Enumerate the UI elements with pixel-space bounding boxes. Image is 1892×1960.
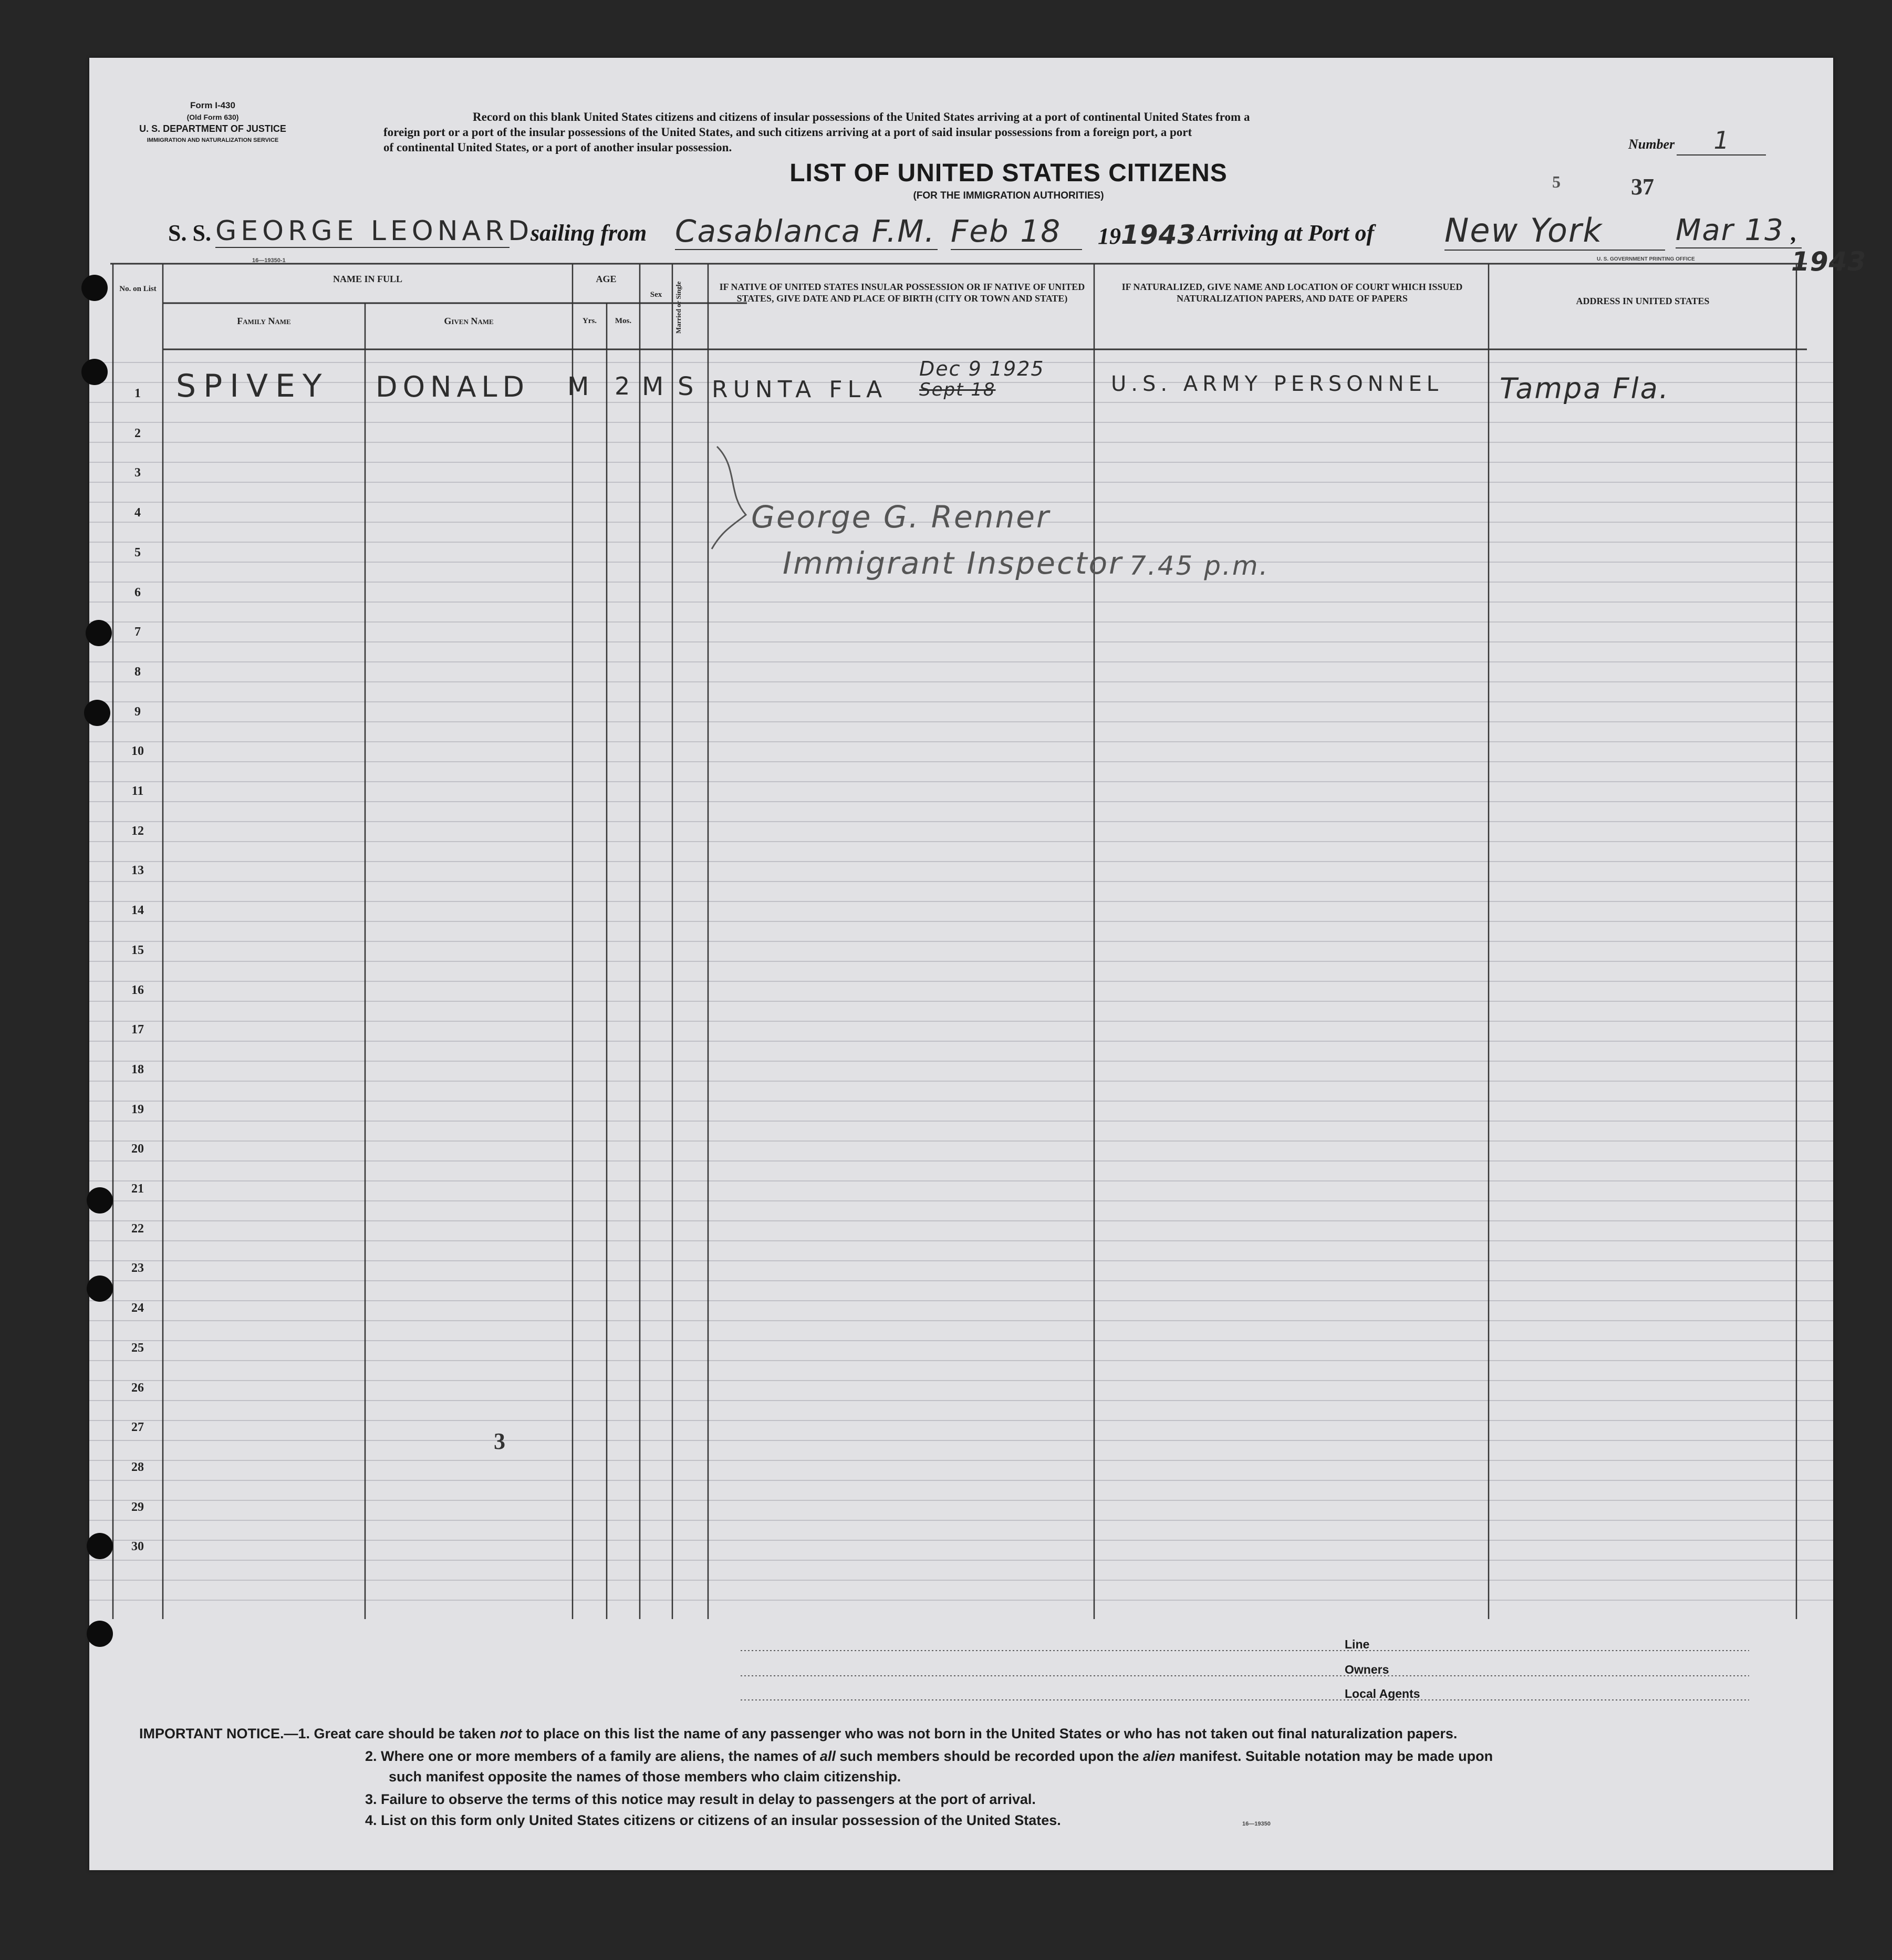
punch-hole xyxy=(87,1187,113,1214)
header-address: ADDRESS IN UNITED STATES xyxy=(1576,296,1710,306)
row-number: 3 xyxy=(134,466,141,480)
row-number: 24 xyxy=(131,1301,144,1315)
row-number: 17 xyxy=(131,1023,144,1037)
row-number: 30 xyxy=(131,1540,144,1554)
notice-3-text: Failure to observe the terms of this notice may result in delay to passengers at the port of arrival. xyxy=(381,1791,1036,1807)
ss-label: S. S. xyxy=(168,220,211,246)
form-identifier xyxy=(126,100,299,146)
entry-marital-status: S xyxy=(678,372,696,401)
old-form-number: (Old Form 630) xyxy=(186,113,239,121)
row-number: 10 xyxy=(131,744,144,759)
arrive-year: , 1943 xyxy=(1791,220,1867,277)
number-value: 1 xyxy=(1677,126,1766,155)
notice-2-emphasis-alien: alien xyxy=(1142,1748,1176,1764)
local-agents-label: Local Agents xyxy=(1345,1687,1420,1700)
number-label: Number xyxy=(1628,137,1675,152)
sailing-label: sailing from xyxy=(531,220,647,246)
row-number: 20 xyxy=(131,1142,144,1156)
row-number: 11 xyxy=(131,784,144,798)
header-birth: IF NATIVE OF UNITED STATES INSULAR POSSESSION OR IF NATIVE OF UNITED STATES, GIVE DATE AND PLACE OF BIRTH (CITY OR TOWN AND STATE) xyxy=(719,282,1085,304)
row-number: 21 xyxy=(131,1182,144,1196)
row-number: 6 xyxy=(134,585,141,599)
department-name: U. S. DEPARTMENT OF JUSTICE xyxy=(139,123,286,134)
port-from: Casablanca F.M. xyxy=(675,213,938,250)
entry-age-mos: 2 xyxy=(615,372,632,400)
notice-1a: Great care should be taken xyxy=(314,1726,500,1741)
header-sex: Sex xyxy=(650,291,662,299)
header-name-in-full: NAME IN FULL xyxy=(332,274,402,284)
row-number: 26 xyxy=(131,1381,144,1395)
page-subtitle: (FOR THE IMMIGRATION AUTHORITIES) xyxy=(913,190,1104,201)
entry-age-yrs: M xyxy=(567,372,591,401)
depart-date: Feb 18 xyxy=(951,213,1082,250)
annotation-bracket xyxy=(706,436,770,557)
row-number: 29 xyxy=(131,1500,144,1514)
intro-line-3: of continental United States, or a port of another insular possession. xyxy=(383,141,732,154)
row-number: 5 xyxy=(134,545,141,559)
punch-hole xyxy=(87,1533,113,1559)
stray-mark: 3 xyxy=(494,1428,505,1454)
intro-text xyxy=(383,109,1655,155)
printing-office: U. S. GOVERNMENT PRINTING OFFICE xyxy=(1597,256,1695,262)
punch-hole xyxy=(81,275,108,301)
notice-1b: to place on this list the name of any passenger who was not born in the United States or who has not taken out final naturalization papers. xyxy=(522,1726,1458,1741)
notice-1-emphasis: not xyxy=(500,1726,522,1741)
row-number: 22 xyxy=(131,1221,144,1236)
stamp-mark: 5 xyxy=(1552,172,1561,191)
entry-given-name: DONALD xyxy=(376,370,530,403)
punch-hole xyxy=(86,620,112,646)
service-name: IMMIGRATION AND NATURALIZATION SERVICE xyxy=(147,137,279,143)
notice-2-emphasis-all: all xyxy=(819,1748,836,1764)
notice-2-cont: such manifest opposite the names of those members who claim citizenship. xyxy=(389,1769,901,1785)
arrive-year-handwritten: 1943 xyxy=(1791,246,1867,277)
form-rules xyxy=(89,58,1833,1870)
notice-4 xyxy=(365,1812,1061,1829)
row-number: 27 xyxy=(131,1420,144,1435)
line-label: Line xyxy=(1345,1637,1370,1651)
row-number: 7 xyxy=(134,625,141,639)
number-field xyxy=(1628,126,1766,155)
punch-hole xyxy=(81,359,108,385)
notice-title: IMPORTANT NOTICE.—1. xyxy=(139,1726,310,1741)
notice-4-text: List on this form only United States citizens or citizens of an insular possession of the United States. xyxy=(381,1812,1061,1828)
notice-3 xyxy=(365,1791,1036,1808)
print-code-bottom: 16—19350 xyxy=(1242,1821,1271,1827)
inspector-title: Immigrant Inspector xyxy=(783,545,1123,581)
row-number: 14 xyxy=(131,904,144,918)
punch-hole xyxy=(87,1275,113,1302)
arriving-label: Arriving at Port of xyxy=(1198,220,1375,246)
depart-year xyxy=(1098,220,1196,250)
inspector-signature: George G. Renner xyxy=(751,499,1051,535)
entry-naturalization: U.S. ARMY PERSONNEL xyxy=(1111,372,1443,396)
entry-birth-date: Dec 9 1925 xyxy=(919,357,1045,380)
row-number: 9 xyxy=(134,704,141,719)
inspector-time: 7.45 p.m. xyxy=(1129,551,1270,581)
intro-line-2: foreign port or a port of the insular possessions of the United States, and such citizens arriving at a port of said insular possessions from a foreign port, a port xyxy=(383,126,1192,139)
row-number: 15 xyxy=(131,943,144,957)
row-number: 13 xyxy=(131,864,144,878)
notice-2b: such members should be recorded upon the xyxy=(835,1748,1143,1764)
depart-year-prefix: 19 xyxy=(1098,223,1121,249)
row-number: 23 xyxy=(131,1261,144,1275)
entry-birthplace: RUNTA FLA xyxy=(712,376,888,403)
header-no-on-list: No. on List xyxy=(119,285,157,293)
header-yrs: Yrs. xyxy=(582,317,597,325)
header-given-name: Given Name xyxy=(444,316,494,326)
notice-2-number: 2. xyxy=(365,1748,377,1764)
stamp-number: 37 xyxy=(1631,174,1654,200)
row-number: 16 xyxy=(131,983,144,997)
notice-2a: Where one or more members of a family are aliens, the names of xyxy=(381,1748,820,1764)
form-number: Form I-430 xyxy=(190,100,235,110)
row-number: 4 xyxy=(134,506,141,520)
row-number: 25 xyxy=(131,1341,144,1355)
row-number: 19 xyxy=(131,1102,144,1116)
entry-family-name: SPIVEY xyxy=(176,368,329,405)
owners-label: Owners xyxy=(1345,1663,1389,1676)
notice-3-number: 3. xyxy=(365,1791,377,1807)
print-code-top: 16—19350-1 xyxy=(252,257,286,264)
row-number: 12 xyxy=(131,824,144,838)
header-mos: Mos. xyxy=(615,317,632,325)
notice-1 xyxy=(139,1726,1457,1742)
header-family-name: Family Name xyxy=(237,316,291,326)
entry-address: Tampa Fla. xyxy=(1500,372,1670,405)
intro-line-1: Record on this blank United States citizens and citizens of insular possessions of the United States arriving at a port of continental United States from a xyxy=(473,110,1250,123)
row-number: 28 xyxy=(131,1460,144,1474)
entry-birth-date-struck: Sept 18 xyxy=(919,379,996,400)
entry-sex: M xyxy=(642,372,666,401)
depart-year-handwritten: 1943 xyxy=(1121,220,1197,250)
ship-name: GEORGE LEONARD xyxy=(215,215,534,247)
row-number: 2 xyxy=(134,426,141,440)
row-number: 8 xyxy=(134,665,141,679)
page-title: LIST OF UNITED STATES CITIZENS xyxy=(789,159,1228,187)
row-number: 18 xyxy=(131,1062,144,1076)
notice-2c: manifest. Suitable notation may be made upon xyxy=(1175,1748,1493,1764)
header-age: AGE xyxy=(596,274,617,284)
port-to: New York xyxy=(1444,211,1665,251)
header-married-or-single: Married or Single xyxy=(674,281,682,334)
notice-4-number: 4. xyxy=(365,1812,377,1828)
header-naturalized: IF NATURALIZED, GIVE NAME AND LOCATION OF COURT WHICH ISSUED NATURALIZATION PAPERS, AND DATE OF PAPERS xyxy=(1121,282,1463,304)
punch-hole xyxy=(87,1621,113,1647)
form-sheet xyxy=(89,58,1867,1870)
punch-hole xyxy=(84,700,110,726)
row-number: 1 xyxy=(134,387,141,400)
notice-2 xyxy=(365,1748,1493,1765)
arrive-date: Mar 13 xyxy=(1676,213,1802,248)
